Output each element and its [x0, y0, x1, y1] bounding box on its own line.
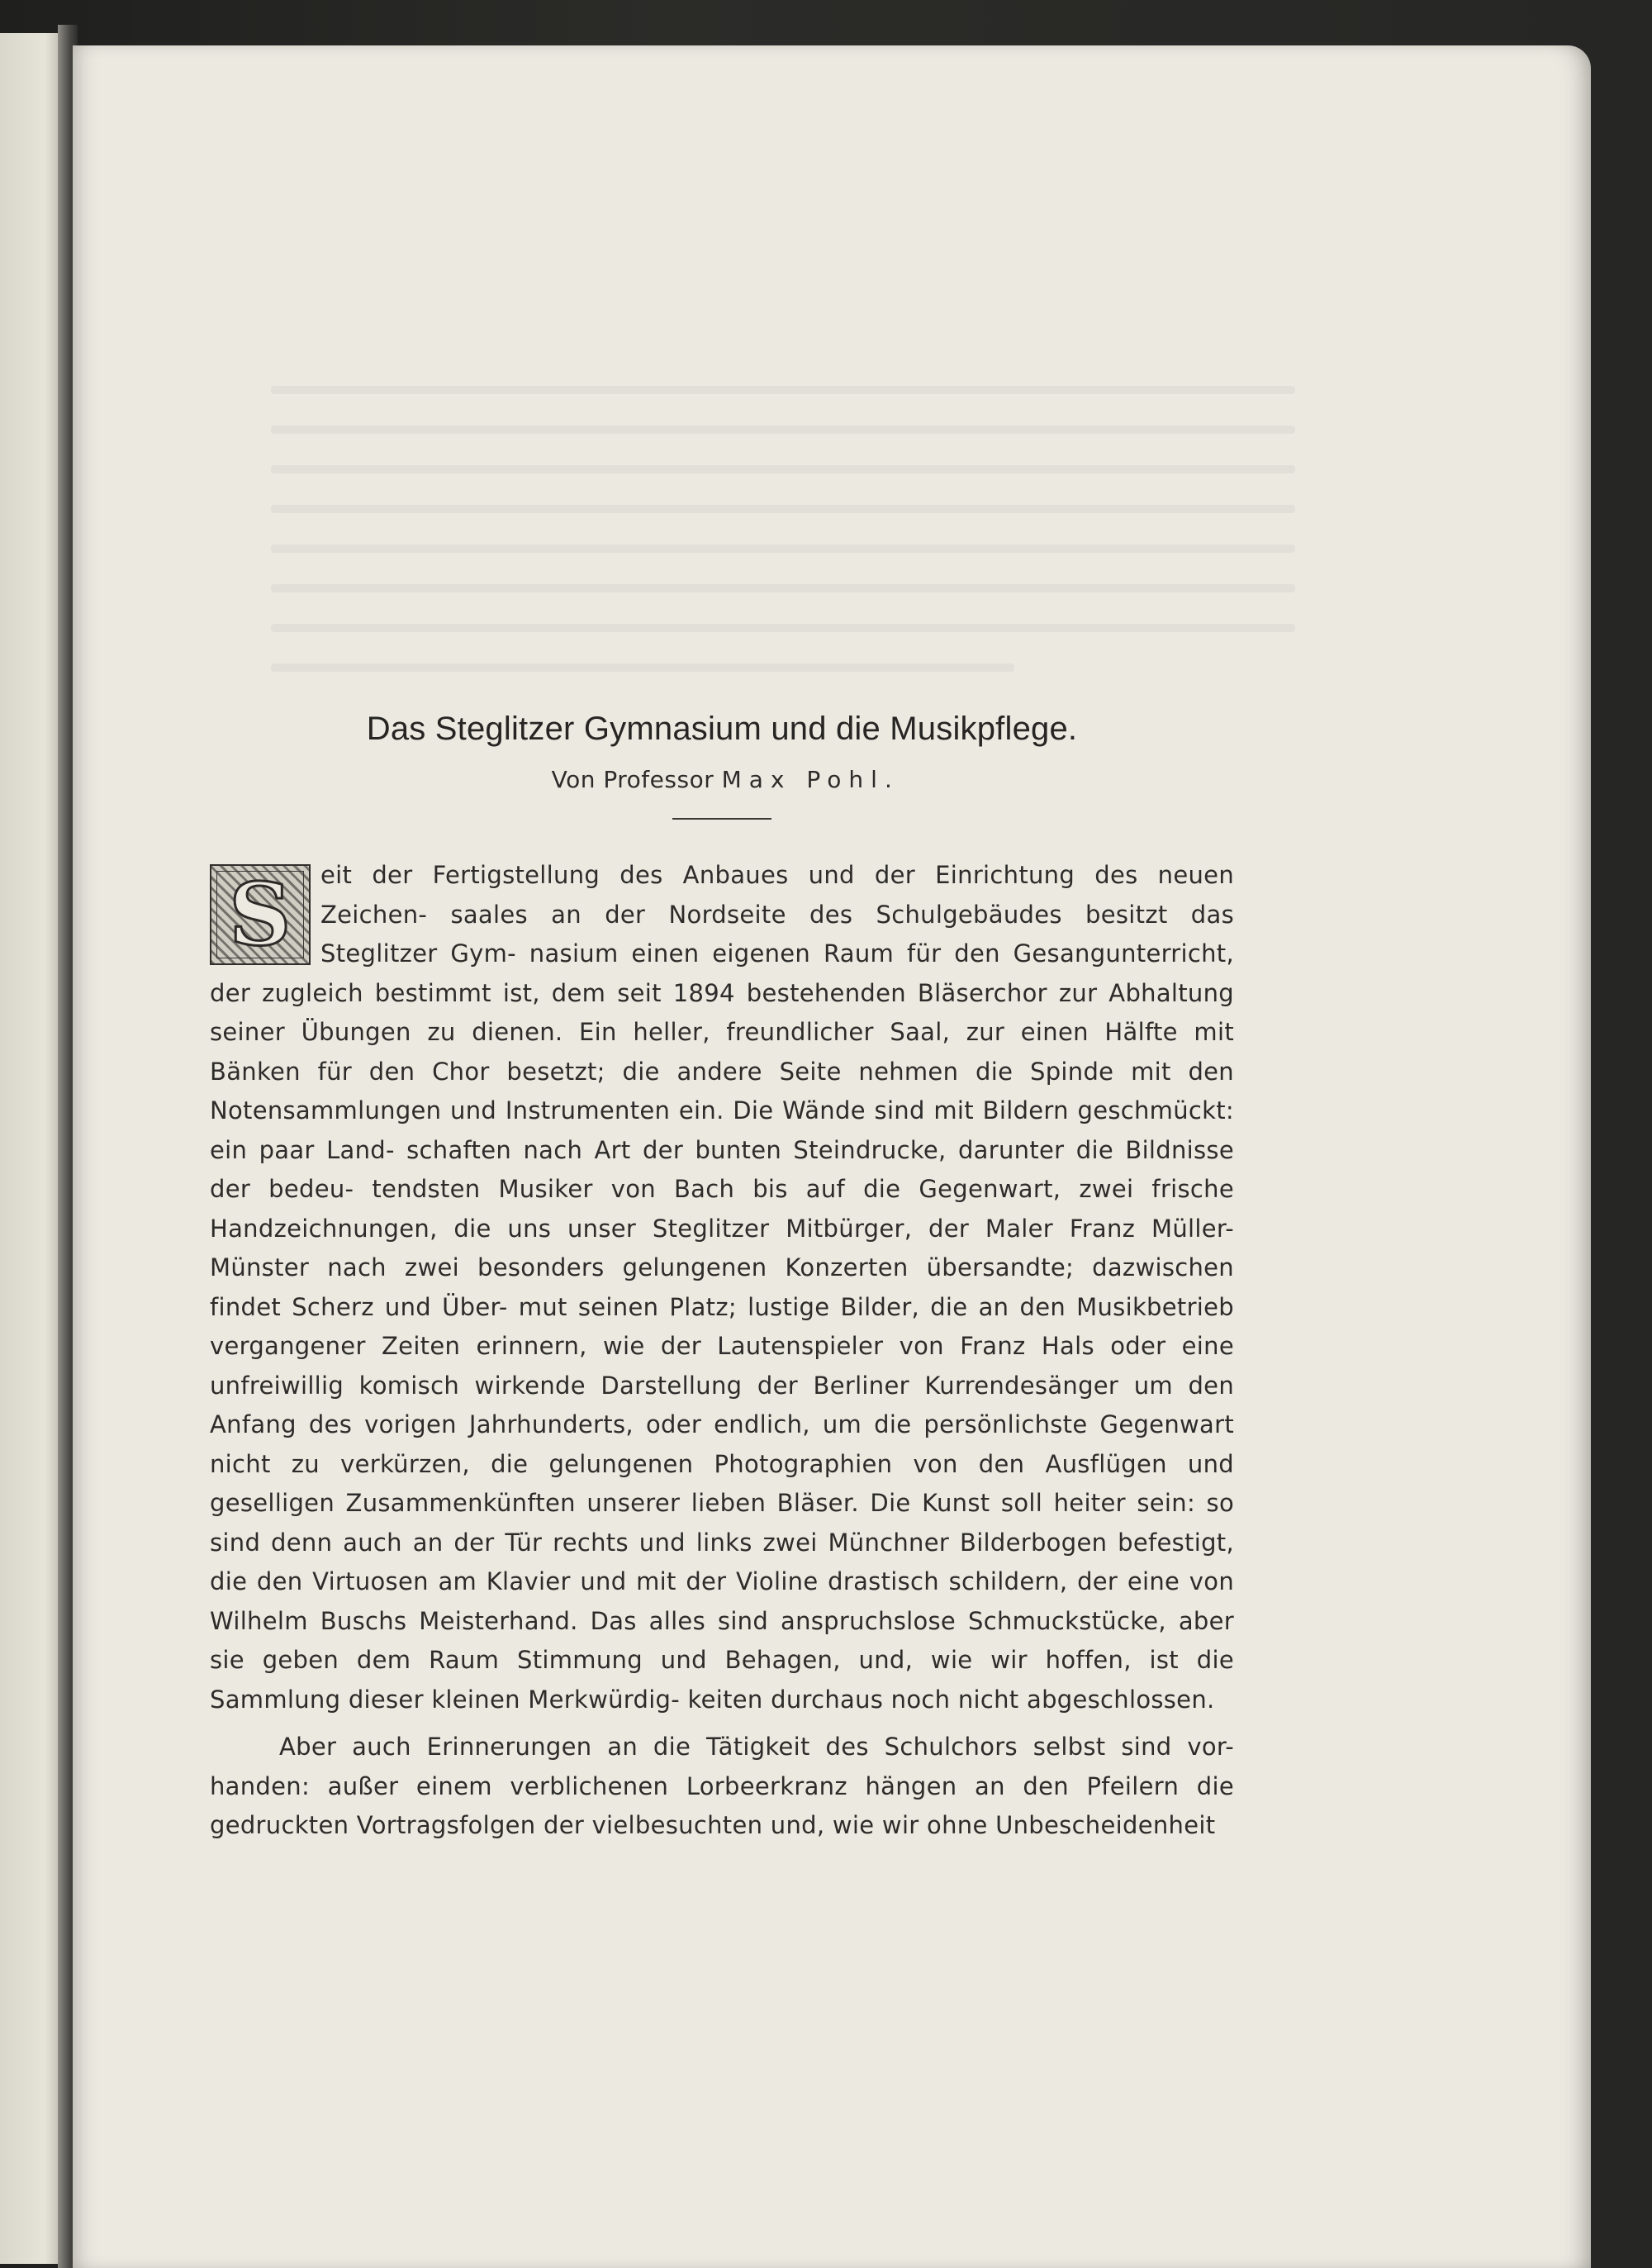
bleed-through-line: [271, 505, 1295, 513]
bleed-through-line: [271, 465, 1295, 473]
bleed-through-line: [271, 426, 1295, 434]
byline: [210, 766, 1234, 793]
bleed-through-line: [271, 584, 1295, 592]
bleed-through-line: [271, 386, 1295, 394]
byline-suffix: .: [884, 766, 893, 793]
ornamental-drop-cap: [210, 864, 311, 965]
paragraph-1-text: eit der Fertigstellung des Anbaues und der Einrichtung des neuen Zeichen- saales an der Nordseite des Schulgebäudes besitzt das Steglitzer Gym- nasium einen eigenen Raum für den Gesangunterricht, der zugleich bestimmt ist, dem seit 1894 bestehenden Bläserchor zur Abhaltung seiner Übungen zu dienen. Ein heller, freundlicher Saal, zur einen Hälfte mit Bänken für den Chor besetzt; die andere Seite nehmen die Spinde mit den Notensammlungen und Instrumenten ein. Die Wände sind mit Bildern geschmückt: ein paar Land- schaften nach Art der bunten Steindrucke, darunter die Bildnisse der bedeu- tendsten Musiker von Bach bis auf die Gegenwart, zwei frische Handzeichnungen, die uns unser Steglitzer Mitbürger, der Maler Franz Müller-Münster nach zwei besonders gelungenen Konzerten übersandte; dazwischen findet Scherz und Über- mut seinen Platz; lustige Bilder, die an den Musikbetrieb vergangener Zeiten erinnern, wie der Lautenspieler von Franz Hals oder eine unfreiwillig komisch wirkende Darstellung der Berliner Kurrendesänger um den Anfang des vorigen Jahrhunderts, oder endlich, um die persönlichste Gegenwart nicht zu verkürzen, die gelungenen Photographien von den Ausflügen und geselligen Zusammenkünften unserer lieben Bläser. Die Kunst soll heiter sein: so sind denn auch an der Tür rechts und links zwei Münchner Bilderbogen befestigt, die den Virtuosen am Klavier und mit der Violine drastisch schildern, der eine von Wilhelm Buschs Meisterhand. Das alles sind anspruchslose Schmuckstücke, aber sie geben dem Raum Stimmung und Behagen, und, wie wir hoffen, ist die Sammlung dieser kleinen Merkwürdig- keiten durchaus noch nicht abgeschlossen.: [210, 861, 1234, 1714]
facing-page-edge: [0, 33, 64, 2264]
title-divider: [672, 818, 771, 820]
byline-prefix: Von Professor: [551, 766, 722, 793]
paragraph-1: [210, 856, 1234, 1719]
article: [210, 711, 1234, 1846]
bleed-through-line: [271, 663, 1014, 672]
drop-cap-letter: S: [229, 864, 292, 965]
paragraph-2: Aber auch Erinnerungen an die Tätigkeit des Schulchors selbst sind vor- handen: außer einem verblichenen Lorbeerkranz hängen an den Pfeilern die gedruckten Vortragsfolgen der vielbesuchten und, wie wir ohne Unbescheidenheit: [210, 1733, 1234, 1839]
bleed-through-line: [271, 544, 1295, 553]
article-title: Das Steglitzer Gymnasium und die Musikpflege.: [366, 711, 1078, 747]
bleed-through-line: [271, 624, 1295, 632]
author-name: Max Pohl: [721, 766, 885, 793]
